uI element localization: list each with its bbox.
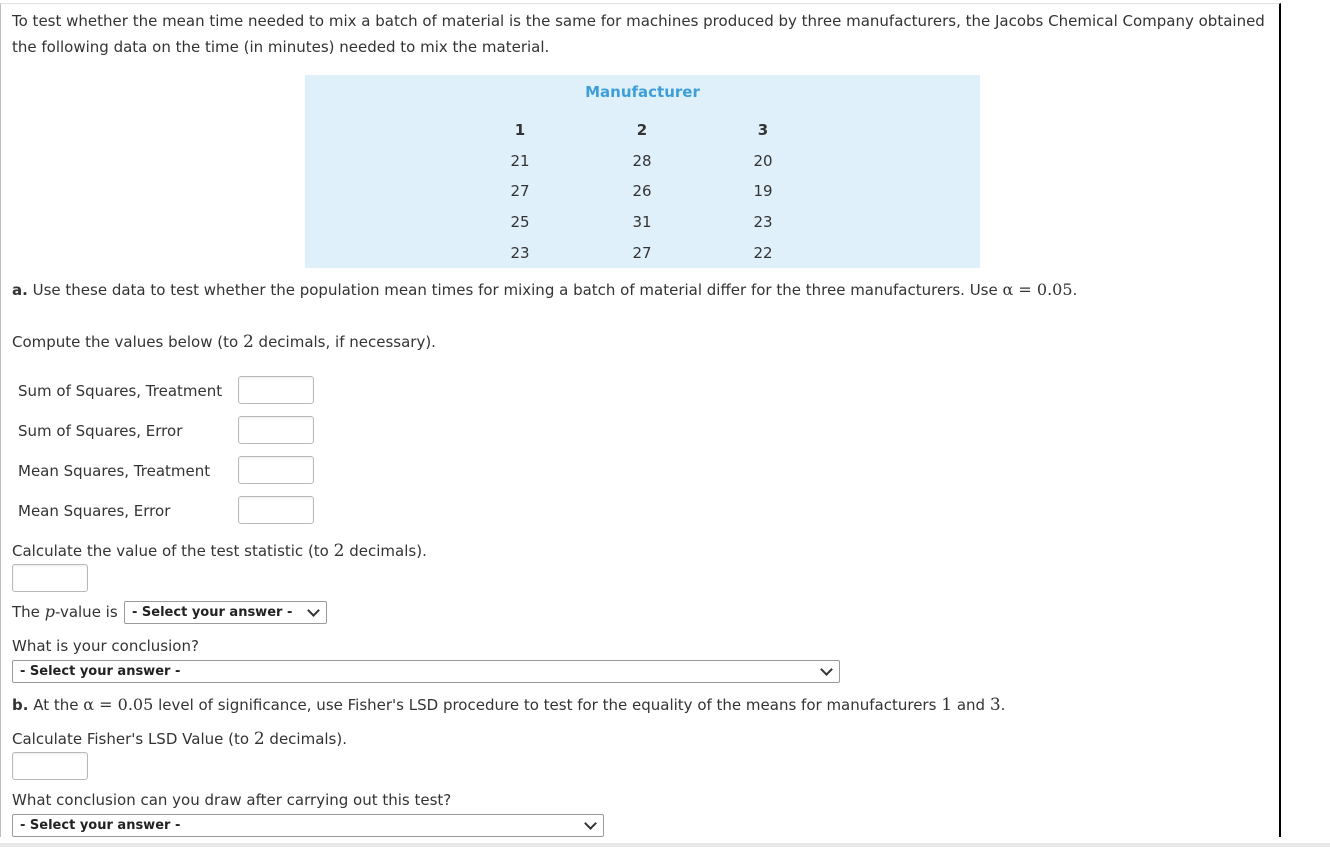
table-title: Manufacturer [585,83,700,101]
compute-text-end: decimals, if necessary). [258,333,436,351]
part-b-and: and [956,696,986,714]
lsd-instruction [12,726,347,752]
test-stat-instruction [12,538,427,564]
table-cell: 27 [510,182,530,200]
table-cell: 31 [632,213,652,231]
alpha-expression: α = 0.05 [83,695,154,714]
table-cell: 28 [632,152,652,170]
test-stat-text: Calculate the value of the test statistic (to [12,542,329,560]
compute-decimals: 2 [242,332,254,352]
part-b-period: . [1000,696,1006,714]
part-b-label: b. [12,696,29,714]
part-a-label: a. [12,281,28,299]
chevron-down-icon [584,817,597,830]
ss-treatment-label: Sum of Squares, Treatment [18,382,223,400]
lsd-input[interactable] [12,752,88,780]
table-header-3: 3 [757,121,769,139]
table-cell: 21 [510,152,530,170]
test-stat-decimals: 2 [333,541,345,561]
pvalue-row [12,599,118,625]
ss-error-input[interactable] [238,416,314,444]
pvalue-select-value: - Select your answer - [132,605,293,620]
pvalue-text-end: -value is [54,603,118,621]
alpha-expression: α = 0.05 [1002,280,1073,299]
horizontal-scrollbar-track [0,843,1330,847]
chevron-down-icon [307,604,320,617]
table-header-2: 2 [636,121,648,139]
ms-error-label: Mean Squares, Error [18,502,171,520]
final-conclusion-select[interactable] [12,814,604,837]
conclusion-question: What is your conclusion? [12,637,199,655]
ss-error-label: Sum of Squares, Error [18,422,183,440]
data-table [305,75,980,268]
table-cell: 20 [753,152,773,170]
table-cell: 25 [510,213,530,231]
compute-text: Compute the values below (to [12,333,239,351]
chevron-down-icon [820,663,833,676]
table-header-1: 1 [514,121,526,139]
final-select-value: - Select your answer - [20,818,181,833]
manufacturer-3: 3 [989,695,1001,715]
table-cell: 22 [753,244,773,262]
part-a-question [12,277,1077,303]
manufacturer-1: 1 [941,695,953,715]
ms-treatment-label: Mean Squares, Treatment [18,462,211,480]
pvalue-text: The [12,603,40,621]
table-cell: 23 [510,244,530,262]
ss-treatment-input[interactable] [238,376,314,404]
conclusion-select-value: - Select your answer - [20,664,181,679]
ms-error-input[interactable] [238,496,314,524]
part-b-question [12,692,1005,718]
intro-paragraph: To test whether the mean time needed to mix a batch of material is the same for machines produced by three manufacturers, the Jacobs Chemical Company obtained the following data on the time (in minutes) needed to mix the material. [12,12,1265,56]
compute-instruction [12,329,436,355]
ms-treatment-input[interactable] [238,456,314,484]
part-a-text: Use these data to test whether the population mean times for mixing a batch of material differ for the three manufacturers. Use [32,281,998,299]
pvalue-select[interactable] [124,601,327,624]
part-a-period: . [1072,281,1078,299]
part-b-text: At the [33,696,79,714]
conclusion-select[interactable] [12,660,840,683]
test-statistic-input[interactable] [12,564,88,592]
final-question: What conclusion can you draw after carrying out this test? [12,791,452,809]
table-cell: 23 [753,213,773,231]
pvalue-p: p [44,602,55,621]
lsd-text: Calculate Fisher's LSD Value (to [12,730,250,748]
lsd-decimals: 2 [253,729,265,749]
table-cell: 26 [632,182,652,200]
lsd-text-end: decimals). [269,730,347,748]
test-stat-text-end: decimals). [349,542,427,560]
part-b-text-2: level of significance, use Fisher's LSD procedure to test for the equality of the means for manufacturers [158,696,937,714]
table-cell: 27 [632,244,652,262]
table-cell: 19 [753,182,773,200]
